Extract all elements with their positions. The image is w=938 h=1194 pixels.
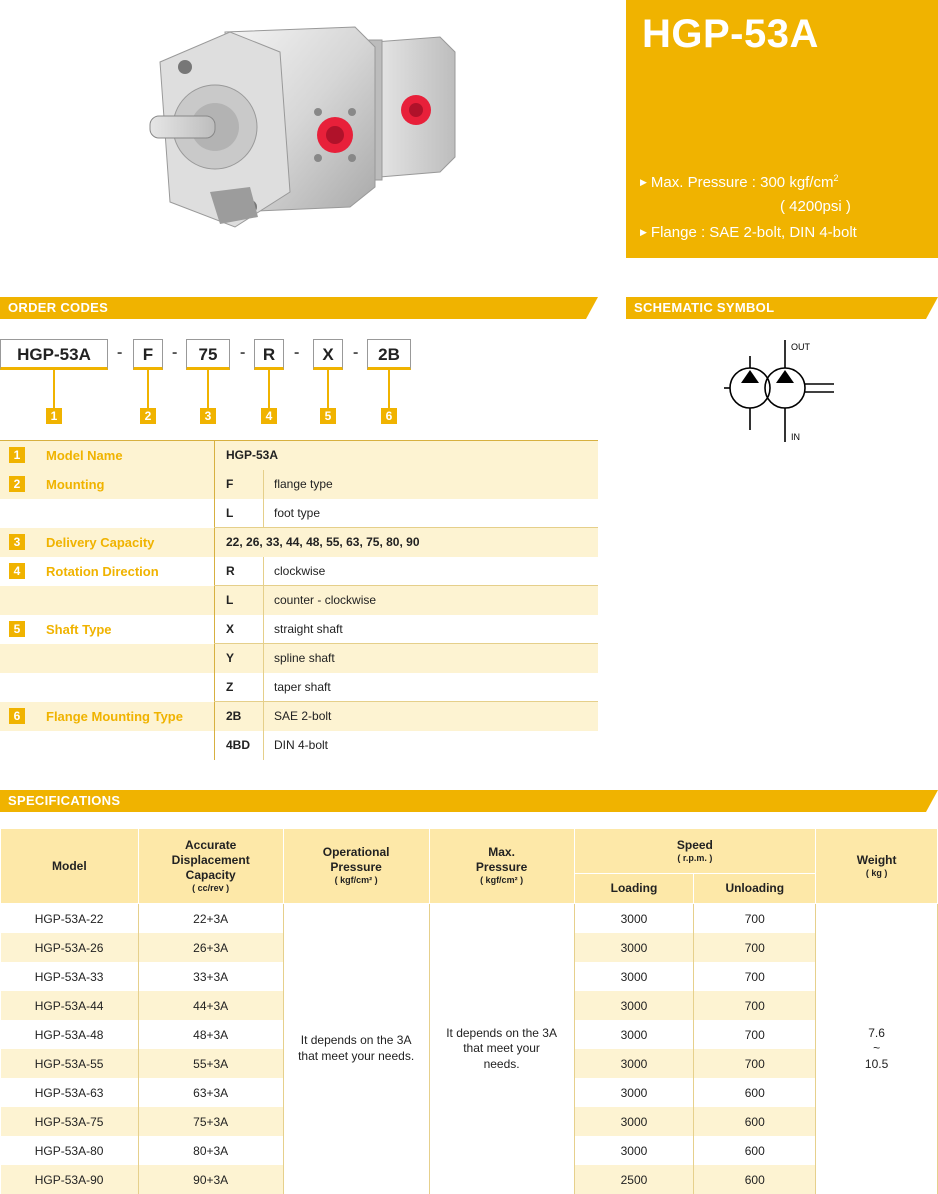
op-pressure-merged-cell: [283, 904, 429, 1194]
code-part-rotation: R: [254, 339, 284, 370]
product-photo: [140, 12, 480, 242]
order-row-mounting-l: [0, 499, 598, 528]
option-code: Z: [214, 673, 263, 702]
order-row-shaft-y: [0, 644, 598, 673]
max-pressure-line: [640, 173, 839, 191]
code-number-badge: 4: [261, 408, 277, 424]
displacement-cell: 63+3A: [138, 1078, 283, 1107]
code-part-model: HGP-53A: [0, 339, 108, 370]
header-max-pressure-text: Max. Pressure: [431, 845, 573, 875]
header-weight-unit: ( kg ): [817, 868, 936, 879]
option-description: straight shaft: [263, 615, 598, 644]
header-model-text: Model: [52, 859, 87, 873]
order-codes-header: ORDER CODES: [0, 297, 586, 319]
category-cell: [0, 702, 214, 731]
category-label: Shaft Type: [46, 622, 112, 637]
option-description: 22, 26, 33, 44, 48, 55, 63, 75, 80, 90: [214, 528, 598, 557]
displacement-cell: 33+3A: [138, 962, 283, 991]
displacement-cell: 48+3A: [138, 1020, 283, 1049]
category-cell: [0, 441, 214, 470]
order-row-shaft-z: [0, 673, 598, 702]
displacement-cell: 90+3A: [138, 1165, 283, 1194]
header-op-pressure-text: Operational Pressure: [285, 845, 428, 875]
model-cell: HGP-53A-55: [1, 1049, 139, 1078]
order-row-delivery-capacity: [0, 528, 598, 557]
category-cell: [0, 615, 214, 644]
order-row-flange-4bd: [0, 731, 598, 760]
option-description: spline shaft: [263, 644, 598, 673]
loading-cell: 3000: [574, 904, 694, 934]
unloading-cell: 600: [694, 1078, 816, 1107]
loading-cell: 3000: [574, 1020, 694, 1049]
loading-cell: 3000: [574, 1049, 694, 1078]
displacement-cell: 44+3A: [138, 991, 283, 1020]
flange-text: Flange : SAE 2-bolt, DIN 4-bolt: [651, 224, 857, 241]
order-row-shaft-x: [0, 615, 598, 644]
code-part-mounting: F: [133, 339, 163, 370]
title-block: [626, 0, 938, 258]
model-cell: HGP-53A-75: [1, 1107, 139, 1136]
code-number-badge: 5: [320, 408, 336, 424]
header-speed-unit: ( r.p.m. ): [576, 853, 815, 864]
header-displacement: [138, 829, 283, 904]
model-cell: HGP-53A-44: [1, 991, 139, 1020]
code-number-badge: 2: [140, 408, 156, 424]
header-max-pressure-unit: ( kgf/cm² ): [431, 875, 573, 886]
category-number: 1: [9, 447, 25, 463]
category-number: 3: [9, 534, 25, 550]
model-cell: HGP-53A-22: [1, 904, 139, 934]
category-cell: [0, 528, 214, 557]
option-code: R: [214, 557, 263, 586]
code-number-badge: 3: [200, 408, 216, 424]
code-stem: [53, 370, 55, 408]
option-code: X: [214, 615, 263, 644]
unloading-cell: 700: [694, 904, 816, 934]
weight-top: 7.6: [816, 1026, 937, 1042]
category-label: Rotation Direction: [46, 564, 159, 579]
loading-cell: 3000: [574, 933, 694, 962]
option-code: L: [214, 586, 263, 615]
order-row-model-name: [0, 441, 598, 470]
header-weight-text: Weight: [857, 853, 897, 867]
category-label: Delivery Capacity: [46, 535, 154, 550]
unloading-cell: 700: [694, 933, 816, 962]
order-row-rotation-r: [0, 557, 598, 586]
category-cell: [0, 557, 214, 586]
option-code: F: [214, 470, 263, 499]
header-weight: [816, 829, 938, 904]
displacement-cell: 26+3A: [138, 933, 283, 962]
max-pressure-note: It depends on the 3A that meet your needs.: [430, 1026, 574, 1073]
option-description: foot type: [263, 499, 598, 528]
code-number-badge: 1: [46, 408, 62, 424]
option-code: L: [214, 499, 263, 528]
model-cell: HGP-53A-33: [1, 962, 139, 991]
unloading-cell: 600: [694, 1136, 816, 1165]
header-loading: Loading: [574, 874, 694, 904]
displacement-cell: 80+3A: [138, 1136, 283, 1165]
option-description: clockwise: [263, 557, 598, 586]
header-unloading: Unloading: [694, 874, 816, 904]
weight-bottom: 10.5: [816, 1057, 937, 1073]
code-stem: [388, 370, 390, 408]
category-label: Model Name: [46, 448, 123, 463]
max-pressure-psi: ( 4200psi ): [780, 198, 851, 215]
order-row-rotation-l: [0, 586, 598, 615]
spec-row: [1, 904, 938, 934]
header-op-pressure: [283, 829, 429, 904]
category-number: 4: [9, 563, 25, 579]
header-max-pressure: [429, 829, 574, 904]
loading-cell: 3000: [574, 991, 694, 1020]
loading-cell: 3000: [574, 1078, 694, 1107]
option-description: taper shaft: [263, 673, 598, 702]
code-dash: -: [294, 344, 299, 362]
option-description: HGP-53A: [214, 441, 598, 470]
option-description: flange type: [263, 470, 598, 499]
category-number: 6: [9, 708, 25, 724]
order-row-flange-2b: [0, 702, 598, 731]
option-description: DIN 4-bolt: [263, 731, 598, 760]
header-displacement-unit: ( cc/rev ): [140, 883, 282, 894]
header-speed-text: Speed: [677, 838, 713, 852]
schematic-symbol: [722, 336, 842, 446]
loading-cell: 3000: [574, 1136, 694, 1165]
option-code: 4BD: [214, 731, 263, 760]
unloading-cell: 700: [694, 962, 816, 991]
max-pressure-text: Max. Pressure : 300 kgf/cm: [651, 174, 834, 191]
schematic-out-label: OUT: [791, 342, 811, 352]
code-dash: -: [172, 344, 177, 362]
displacement-cell: 75+3A: [138, 1107, 283, 1136]
code-dash: -: [117, 344, 122, 362]
displacement-cell: 55+3A: [138, 1049, 283, 1078]
code-stem: [268, 370, 270, 408]
option-description: SAE 2-bolt: [263, 702, 598, 731]
model-cell: HGP-53A-63: [1, 1078, 139, 1107]
max-pressure-merged-cell: [429, 904, 574, 1194]
specifications-header: SPECIFICATIONS: [0, 790, 926, 812]
op-pressure-note: It depends on the 3A that meet your needs.: [284, 1033, 429, 1064]
loading-cell: 3000: [574, 1107, 694, 1136]
header-op-pressure-unit: ( kgf/cm² ): [285, 875, 428, 886]
header-model: [1, 829, 139, 904]
model-cell: HGP-53A-48: [1, 1020, 139, 1049]
category-number: 5: [9, 621, 25, 637]
header-displacement-text: Accurate Displacement Capacity: [140, 838, 282, 883]
code-stem: [147, 370, 149, 408]
weight-merged-cell: [816, 904, 938, 1194]
specifications-table: [0, 828, 938, 1194]
schematic-symbol-header: SCHEMATIC SYMBOL: [626, 297, 926, 319]
code-part-flange: 2B: [367, 339, 411, 370]
schematic-in-label: IN: [791, 432, 800, 442]
category-number: 2: [9, 476, 25, 492]
displacement-cell: 22+3A: [138, 904, 283, 934]
category-label: Mounting: [46, 477, 104, 492]
model-cell: HGP-53A-80: [1, 1136, 139, 1165]
option-code: 2B: [214, 702, 263, 731]
code-stem: [207, 370, 209, 408]
unloading-cell: 600: [694, 1107, 816, 1136]
unloading-cell: 700: [694, 1020, 816, 1049]
flange-line: [640, 224, 857, 241]
category-label: Flange Mounting Type: [46, 709, 183, 724]
code-dash: -: [353, 344, 358, 362]
code-part-capacity: 75: [186, 339, 230, 370]
model-cell: HGP-53A-26: [1, 933, 139, 962]
model-cell: HGP-53A-90: [1, 1165, 139, 1194]
header-speed: [574, 829, 816, 874]
unloading-cell: 700: [694, 1049, 816, 1078]
code-number-badge: 6: [381, 408, 397, 424]
loading-cell: 3000: [574, 962, 694, 991]
max-pressure-sup: 2: [834, 173, 839, 183]
option-description: counter - clockwise: [263, 586, 598, 615]
code-stem: [327, 370, 329, 408]
triangle-bullet-icon: ▶: [640, 227, 647, 237]
code-dash: -: [240, 344, 245, 362]
triangle-bullet-icon: ▶: [640, 177, 647, 187]
order-row-mounting-f: [0, 470, 598, 499]
loading-cell: 2500: [574, 1165, 694, 1194]
category-cell: [0, 470, 214, 499]
order-code-table: [0, 441, 598, 760]
weight-separator: ~: [816, 1041, 937, 1057]
code-part-shaft: X: [313, 339, 343, 370]
option-code: Y: [214, 644, 263, 673]
unloading-cell: 600: [694, 1165, 816, 1194]
unloading-cell: 700: [694, 991, 816, 1020]
product-title: HGP-53A: [642, 12, 819, 57]
